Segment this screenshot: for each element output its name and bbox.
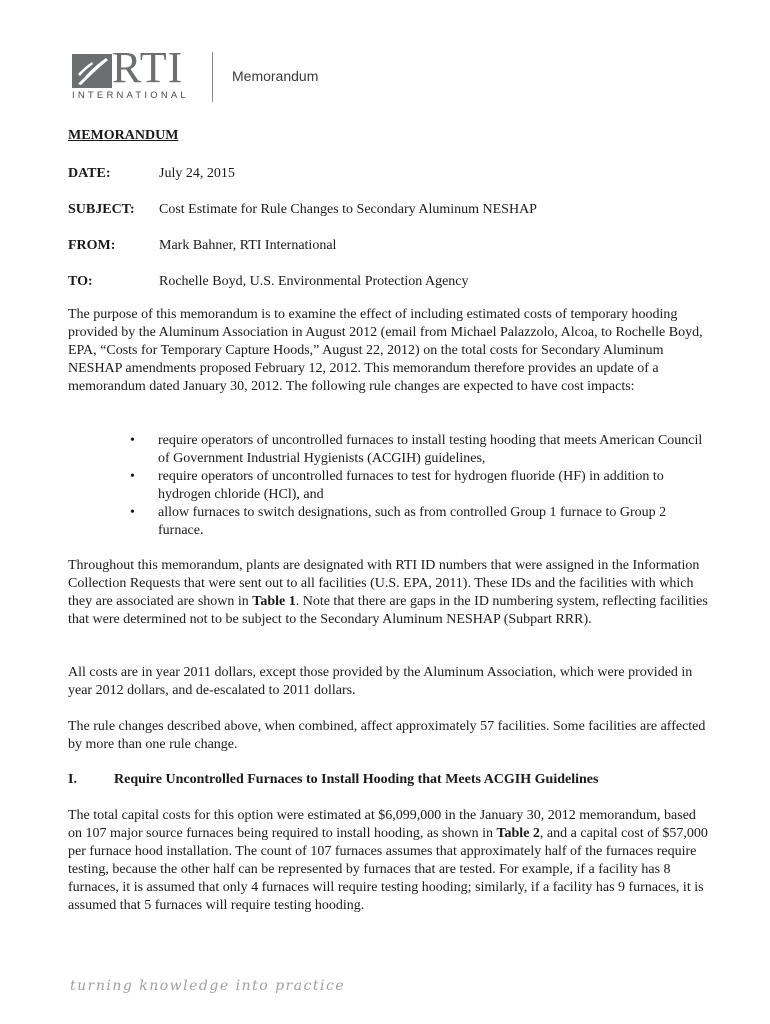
bullet-text: allow furnaces to switch designations, such as from controlled Group 1 furnace to Group 2 furnace.	[158, 505, 667, 538]
list-item	[130, 504, 712, 540]
bullet-icon: •	[130, 505, 135, 520]
to-value: Rochelle Boyd, U.S. Environmental Protection Agency	[159, 274, 469, 289]
from-value: Mark Bahner, RTI International	[159, 238, 337, 253]
para5-part-b: , and a capital cost of $57,000 per furnace hood installation. The count of 107 furnaces assumes that approximately half of the furnaces require testing, because the other half can be represented by furnaces that are tested. For example, if a facility has 8 furnaces, it is assumed that only 4 furnaces will require testing hooding; similarly, if a facility has 9 furnaces, it is assumed that 5 furnaces will require testing hooding.	[68, 826, 708, 913]
rti-leaf-icon	[72, 54, 112, 88]
para2-part-a: Throughout this memorandum, plants are designated with RTI ID numbers that were assigned in the Information Collection Requests that were sent out to all facilities (U.S. EPA, 2011). These IDs and the facilities with which they are associated are shown in	[68, 558, 700, 609]
rti-id-text	[68, 557, 708, 629]
header-divider	[212, 52, 213, 102]
logo-subtitle: INTERNATIONAL	[72, 90, 189, 101]
section-number: I.	[68, 772, 77, 787]
costs-year-paragraph	[68, 664, 708, 700]
costs-year-text: All costs are in year 2011 dollars, except those provided by the Aluminum Association, which were provided in year 2012 dollars, and de-escalated to 2011 dollars.	[68, 665, 693, 698]
facilities-paragraph	[68, 718, 708, 754]
to-label: TO:	[68, 274, 93, 289]
bullet-text: require operators of uncontrolled furnaces to test for hydrogen fluoride (HF) in addition to hydrogen chloride (HCl), and	[158, 469, 664, 502]
logo-wordmark: RTI	[112, 43, 184, 92]
capital-costs-text	[68, 807, 708, 915]
date-value: July 24, 2015	[159, 166, 235, 181]
table-1-ref: Table 1	[252, 594, 296, 609]
list-item	[130, 432, 712, 468]
bullet-icon: •	[130, 433, 135, 448]
from-label: FROM:	[68, 238, 116, 253]
rti-id-paragraph	[68, 557, 708, 629]
rti-logo	[70, 43, 220, 104]
section-title: Require Uncontrolled Furnaces to Install Hooding that Meets ACGIH Guidelines	[114, 772, 599, 787]
capital-costs-paragraph	[68, 807, 708, 915]
para5-part-a: The total capital costs for this option were estimated at $6,099,000 in the January 30, 2012 memorandum, based on 107 major source furnaces being required to install hooding, as shown in	[68, 808, 696, 841]
footer-tagline: turning knowledge into practice	[70, 978, 346, 994]
rule-changes-list	[130, 432, 712, 540]
intro-text: The purpose of this memorandum is to examine the effect of including estimated costs of temporary hooding provided by the Aluminum Association in August 2012 (email from Michael Palazzolo, Alcoa, to Rochelle Boyd, EPA, “Costs for Temporary Capture Hoods,” August 22, 2012) on the total costs for Secondary Aluminum NESHAP amendments proposed February 12, 2012. This memorandum therefore provides an update of a memorandum dated January 30, 2012. The following rule changes are expected to have cost impacts:	[68, 307, 703, 394]
subject-value: Cost Estimate for Rule Changes to Secondary Aluminum NESHAP	[159, 202, 537, 217]
subject-label: SUBJECT:	[68, 202, 135, 217]
memo-title: MEMORANDUM	[68, 128, 179, 143]
para2-part-b: . Note that there are gaps in the ID numbering system, reflecting facilities that were determined not to be subject to the Secondary Aluminum NESHAP (Subpart RRR).	[68, 594, 708, 627]
header-label: Memorandum	[232, 68, 319, 84]
table-2-ref: Table 2	[496, 826, 540, 841]
date-label: DATE:	[68, 166, 111, 181]
intro-paragraph	[68, 306, 708, 396]
list-item	[130, 468, 712, 504]
bullet-icon: •	[130, 469, 135, 484]
facilities-text: The rule changes described above, when combined, affect approximately 57 facilities. Some facilities are affected by more than one rule change.	[68, 719, 706, 752]
bullet-text: require operators of uncontrolled furnaces to install testing hooding that meets American Council of Government Industrial Hygienists (ACGIH) guidelines,	[158, 433, 703, 466]
